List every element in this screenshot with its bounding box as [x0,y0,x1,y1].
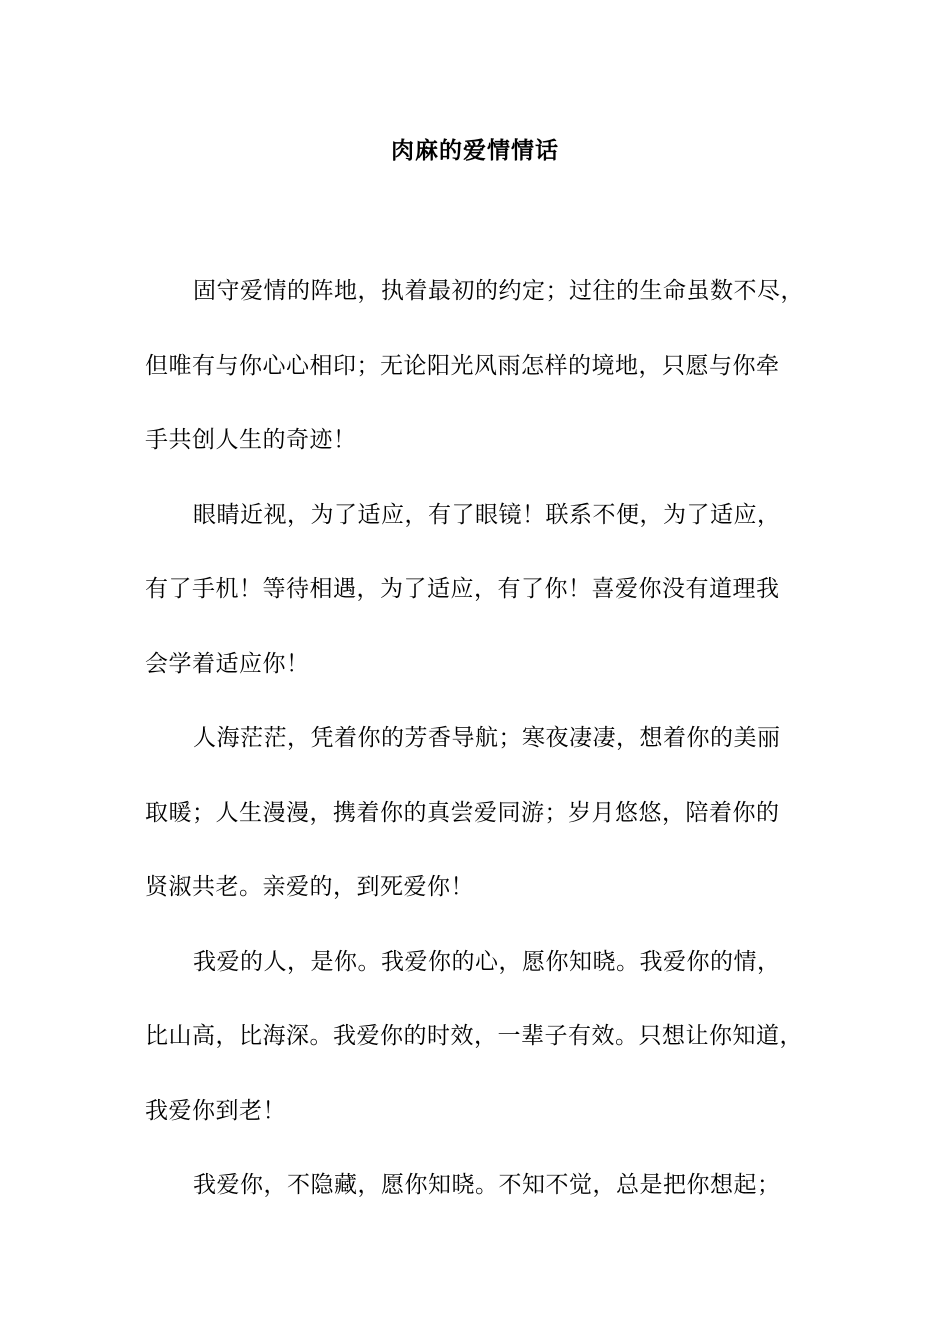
paragraph-2-line-1: 眼睛近视，为了适应，有了眼镜！联系不便，为了适应， [193,501,781,528]
paragraph-4-line-3: 我爱你到老！ [145,1097,286,1124]
paragraph-5-line-1: 我爱你，不隐藏，愿你知晓。不知不觉，总是把你想起； [193,1172,781,1198]
paragraph-1-line-1: 固守爱情的阵地，执着最初的约定；过往的生命虽数不尽， [193,278,804,304]
document-body [145,254,825,1223]
paragraph-1-line-2: 但唯有与你心心相印；无论阳光风雨怎样的境地，只愿与你牵 [145,352,780,379]
paragraph-2-line-2: 有了手机！等待相遇，为了适应，有了你！喜爱你没有道理我 [145,576,780,602]
paragraph-3-line-1: 人海茫茫，凭着你的芳香导航；寒夜凄凄，想着你的美丽 [193,725,781,751]
paragraph-2-line-3: 会学着适应你！ [145,650,310,677]
paragraph-1-line-3: 手共创人生的奇迹！ [145,427,357,453]
paragraph-4-line-2: 比山高，比海深。我爱你的时效，一辈子有效。只想让你知道， [145,1023,803,1049]
paragraph-3-line-2: 取暖；人生漫漫，携着你的真尝爱同游；岁月悠悠，陪着你的 [145,799,780,826]
document-title: 肉麻的爱情情话 [391,138,559,164]
paragraph-4-line-1: 我爱的人，是你。我爱你的心，愿你知晓。我爱你的情， [193,948,781,975]
paragraph-3-line-3: 贤淑共老。亲爱的，到死爱你！ [145,874,474,900]
